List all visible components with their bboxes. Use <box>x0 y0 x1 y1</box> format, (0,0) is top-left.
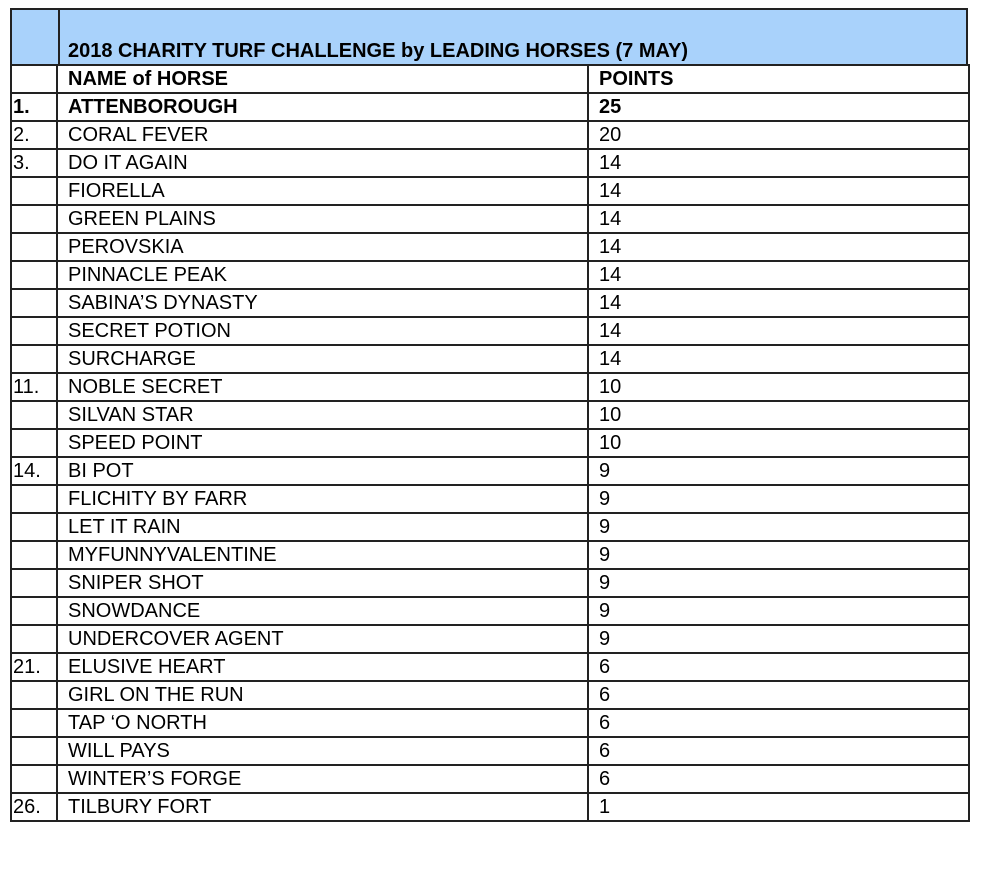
table-row <box>11 625 969 653</box>
horse-name-cell: WILL PAYS <box>57 737 588 765</box>
standings-body <box>11 65 969 821</box>
rank-cell <box>11 513 57 541</box>
rank-cell <box>11 261 57 289</box>
points-cell: 10 <box>588 401 969 429</box>
horse-name-cell: NOBLE SECRET <box>57 373 588 401</box>
rank-cell <box>11 205 57 233</box>
horse-name-cell: PINNACLE PEAK <box>57 261 588 289</box>
standings-table <box>10 64 970 822</box>
points-cell: 9 <box>588 513 969 541</box>
rank-cell: 21. <box>11 653 57 681</box>
rank-cell <box>11 709 57 737</box>
rank-cell <box>11 429 57 457</box>
points-cell: 9 <box>588 625 969 653</box>
rank-cell <box>11 233 57 261</box>
horse-name-cell: TAP ‘O NORTH <box>57 709 588 737</box>
table-row <box>11 737 969 765</box>
points-cell: 6 <box>588 737 969 765</box>
horse-name-cell: ATTENBOROUGH <box>57 93 588 121</box>
points-cell: 10 <box>588 373 969 401</box>
rank-cell <box>11 177 57 205</box>
horse-name-cell: GREEN PLAINS <box>57 205 588 233</box>
title-band <box>10 8 968 66</box>
table-row <box>11 457 969 485</box>
rank-column-header <box>11 65 57 93</box>
name-column-header: NAME of HORSE <box>57 65 588 93</box>
points-cell: 9 <box>588 457 969 485</box>
rank-cell: 3. <box>11 149 57 177</box>
table-row <box>11 541 969 569</box>
rank-cell <box>11 317 57 345</box>
rank-cell <box>11 765 57 793</box>
horse-name-cell: WINTER’S FORGE <box>57 765 588 793</box>
horse-name-cell: FLICHITY BY FARR <box>57 485 588 513</box>
table-row <box>11 681 969 709</box>
table-row <box>11 429 969 457</box>
sheet-title: 2018 CHARITY TURF CHALLENGE by LEADING HORSES (7 MAY) <box>68 40 689 62</box>
points-cell: 10 <box>588 429 969 457</box>
table-row <box>11 485 969 513</box>
horse-name-cell: SNIPER SHOT <box>57 569 588 597</box>
points-cell: 14 <box>588 177 969 205</box>
rank-cell: 11. <box>11 373 57 401</box>
rank-cell <box>11 597 57 625</box>
points-cell: 25 <box>588 93 969 121</box>
rank-cell: 14. <box>11 457 57 485</box>
rank-cell <box>11 289 57 317</box>
table-row <box>11 345 969 373</box>
column-header-row <box>11 65 969 93</box>
points-cell: 14 <box>588 317 969 345</box>
table-row <box>11 793 969 821</box>
points-cell: 9 <box>588 541 969 569</box>
points-column-header: POINTS <box>588 65 969 93</box>
rank-cell <box>11 681 57 709</box>
horse-name-cell: FIORELLA <box>57 177 588 205</box>
horse-name-cell: SURCHARGE <box>57 345 588 373</box>
horse-name-cell: SNOWDANCE <box>57 597 588 625</box>
horse-name-cell: ELUSIVE HEART <box>57 653 588 681</box>
rank-cell <box>11 737 57 765</box>
horse-name-cell: TILBURY FORT <box>57 793 588 821</box>
rank-cell: 2. <box>11 121 57 149</box>
table-row <box>11 597 969 625</box>
rank-cell <box>11 569 57 597</box>
horse-name-cell: SILVAN STAR <box>57 401 588 429</box>
table-row <box>11 401 969 429</box>
table-row <box>11 513 969 541</box>
table-row <box>11 709 969 737</box>
rank-cell <box>11 625 57 653</box>
table-row <box>11 569 969 597</box>
table-row <box>11 177 969 205</box>
points-cell: 14 <box>588 261 969 289</box>
standings-sheet <box>10 8 968 822</box>
table-row <box>11 289 969 317</box>
points-cell: 9 <box>588 597 969 625</box>
horse-name-cell: MYFUNNYVALENTINE <box>57 541 588 569</box>
horse-name-cell: CORAL FEVER <box>57 121 588 149</box>
horse-name-cell: GIRL ON THE RUN <box>57 681 588 709</box>
points-cell: 20 <box>588 121 969 149</box>
points-cell: 14 <box>588 289 969 317</box>
table-row <box>11 653 969 681</box>
table-row <box>11 261 969 289</box>
table-row <box>11 121 969 149</box>
rank-cell <box>11 401 57 429</box>
table-row <box>11 373 969 401</box>
points-cell: 6 <box>588 681 969 709</box>
rank-cell: 1. <box>11 93 57 121</box>
rank-cell <box>11 485 57 513</box>
points-cell: 9 <box>588 485 969 513</box>
points-cell: 6 <box>588 709 969 737</box>
points-cell: 9 <box>588 569 969 597</box>
horse-name-cell: SPEED POINT <box>57 429 588 457</box>
points-cell: 14 <box>588 233 969 261</box>
points-cell: 14 <box>588 149 969 177</box>
table-row <box>11 317 969 345</box>
table-row <box>11 205 969 233</box>
horse-name-cell: SECRET POTION <box>57 317 588 345</box>
points-cell: 6 <box>588 653 969 681</box>
points-cell: 14 <box>588 345 969 373</box>
horse-name-cell: BI POT <box>57 457 588 485</box>
title-band-rank-cell <box>12 10 60 64</box>
points-cell: 1 <box>588 793 969 821</box>
horse-name-cell: DO IT AGAIN <box>57 149 588 177</box>
points-cell: 14 <box>588 205 969 233</box>
table-row <box>11 149 969 177</box>
horse-name-cell: SABINA’S DYNASTY <box>57 289 588 317</box>
rank-cell <box>11 345 57 373</box>
horse-name-cell: LET IT RAIN <box>57 513 588 541</box>
horse-name-cell: UNDERCOVER AGENT <box>57 625 588 653</box>
horse-name-cell: PEROVSKIA <box>57 233 588 261</box>
points-cell: 6 <box>588 765 969 793</box>
table-row <box>11 93 969 121</box>
rank-cell: 26. <box>11 793 57 821</box>
rank-cell <box>11 541 57 569</box>
table-row <box>11 765 969 793</box>
table-row <box>11 233 969 261</box>
